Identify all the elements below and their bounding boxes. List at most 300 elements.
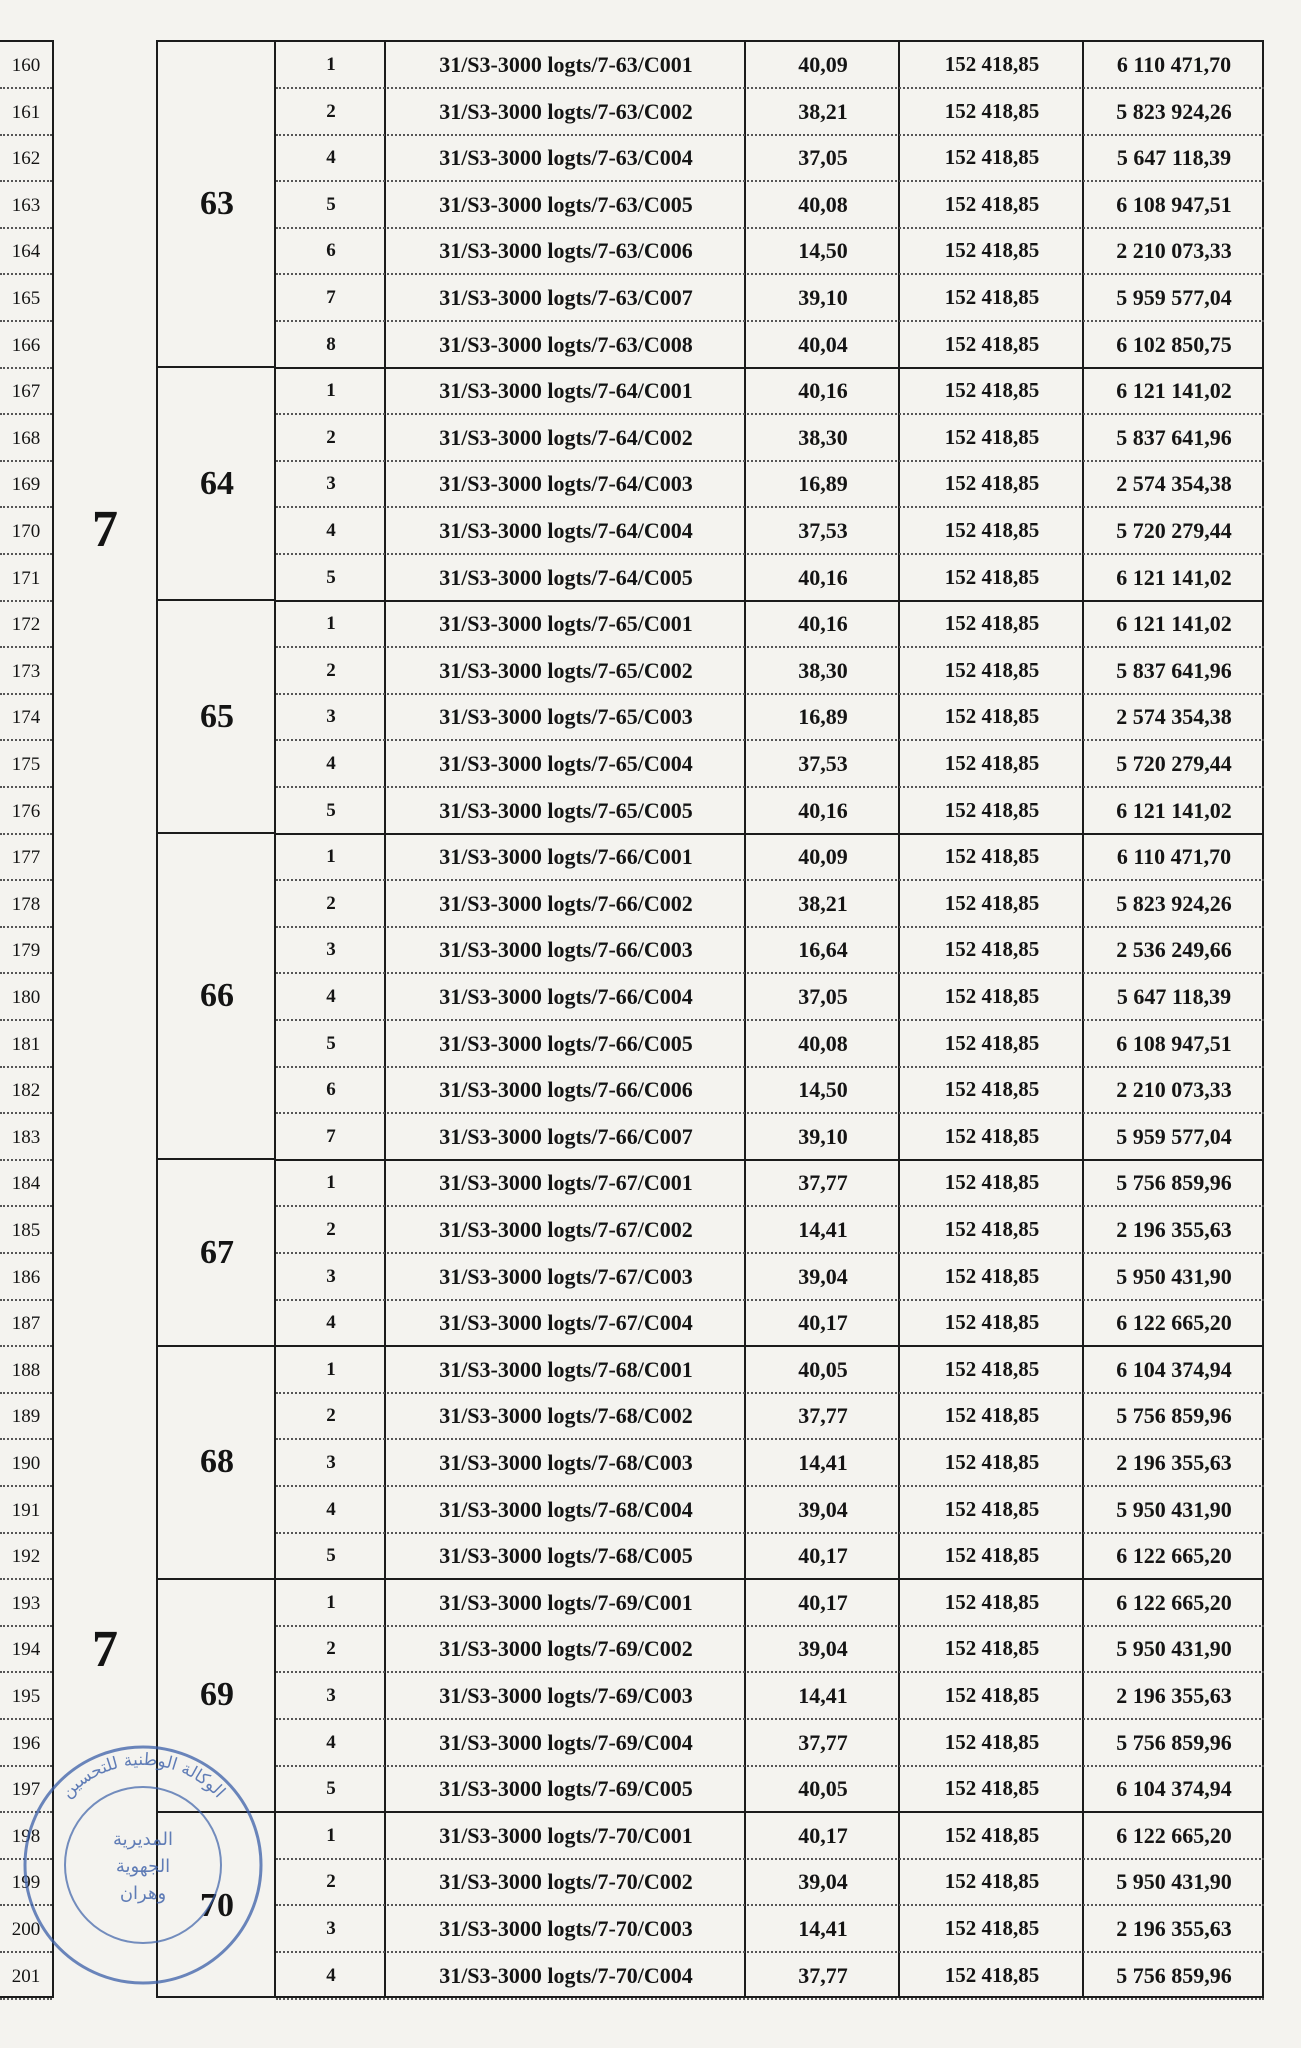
- block-group: [158, 601, 276, 834]
- table-row: [276, 182, 1264, 229]
- unit-number: 2: [326, 1405, 336, 1427]
- unit-area: 40,05: [798, 1356, 848, 1382]
- unit-total-price: 5 823 924,26: [1116, 890, 1232, 916]
- unit-number: 4: [326, 1498, 336, 1520]
- unit-price: 152 418,85: [944, 331, 1040, 356]
- unit-total-price: 5 837 641,96: [1116, 424, 1232, 450]
- table-row: [276, 275, 1264, 322]
- table-row: [276, 322, 1264, 369]
- table-row: [276, 1160, 1264, 1207]
- unit-reference: 31/S3-3000 logts/7-63/C008: [439, 331, 693, 357]
- unit-total-price: 6 108 947,51: [1116, 191, 1232, 217]
- unit-price: 152 418,85: [944, 1310, 1040, 1335]
- table-row: [276, 741, 1264, 788]
- unit-total-price: 6 104 374,94: [1116, 1776, 1232, 1802]
- unit-reference: 31/S3-3000 logts/7-69/C002: [439, 1636, 693, 1662]
- row-index-number: 172: [0, 601, 52, 648]
- row-index-number: 186: [0, 1254, 52, 1301]
- unit-total-price: 6 121 141,02: [1116, 564, 1232, 590]
- unit-area: 39,04: [798, 1496, 848, 1522]
- table-row: [276, 1347, 1264, 1394]
- unit-total-price: 6 104 374,94: [1116, 1356, 1232, 1382]
- unit-number: 5: [326, 566, 336, 588]
- unit-area: 40,16: [798, 564, 848, 590]
- unit-number: 2: [326, 426, 336, 448]
- unit-total-price: 5 756 859,96: [1116, 1403, 1232, 1429]
- unit-area: 39,04: [798, 1869, 848, 1895]
- unit-area: 38,21: [798, 98, 848, 124]
- unit-price: 152 418,85: [944, 704, 1040, 729]
- unit-total-price: 6 108 947,51: [1116, 1030, 1232, 1056]
- unit-price: 152 418,85: [944, 984, 1040, 1008]
- row-index-number: 173: [0, 648, 52, 695]
- unit-area: 38,21: [798, 890, 848, 916]
- unit-reference: 31/S3-3000 logts/7-64/C001: [439, 378, 693, 404]
- block-group: [158, 368, 276, 601]
- table-row: [276, 694, 1264, 741]
- unit-total-price: 6 110 471,70: [1116, 52, 1232, 77]
- section-label: 7: [92, 501, 118, 558]
- unit-number: 4: [326, 147, 336, 169]
- unit-reference: 31/S3-3000 logts/7-70/C002: [439, 1869, 693, 1895]
- row-index-number: 190: [0, 1440, 52, 1487]
- row-index-number: 168: [0, 415, 52, 462]
- row-index-number: 196: [0, 1720, 52, 1767]
- unit-number: 4: [326, 1964, 336, 1986]
- row-index-number: 169: [0, 461, 52, 508]
- block-group: [158, 42, 276, 368]
- unit-reference: 31/S3-3000 logts/7-65/C004: [439, 751, 693, 776]
- unit-total-price: 5 950 431,90: [1116, 1636, 1232, 1662]
- row-index-number: 164: [0, 228, 52, 275]
- unit-area: 37,77: [798, 1729, 848, 1755]
- unit-reference: 31/S3-3000 logts/7-67/C002: [439, 1217, 693, 1242]
- row-index-number: 191: [0, 1487, 52, 1534]
- row-index-number: 200: [0, 1906, 52, 1953]
- unit-total-price: 2 196 355,63: [1116, 1450, 1232, 1475]
- unit-number: 3: [326, 1452, 336, 1473]
- unit-area: 37,77: [798, 1403, 848, 1429]
- unit-price: 152 418,85: [944, 1543, 1040, 1568]
- unit-total-price: 2 196 355,63: [1116, 1916, 1232, 1941]
- row-index-number: 170: [0, 508, 52, 555]
- unit-total-price: 5 959 577,04: [1116, 285, 1232, 310]
- row-index-number: 198: [0, 1813, 52, 1860]
- unit-number: 2: [326, 100, 336, 122]
- stamp-center-text: وهران: [119, 1883, 167, 1904]
- row-index-number: 175: [0, 741, 52, 788]
- unit-reference: 31/S3-3000 logts/7-66/C001: [439, 844, 693, 870]
- unit-number: 2: [326, 1638, 336, 1660]
- unit-reference: 31/S3-3000 logts/7-63/C001: [439, 52, 693, 77]
- unit-number: 3: [326, 939, 336, 961]
- table-row: [276, 1487, 1264, 1534]
- row-index-number: 161: [0, 89, 52, 136]
- unit-number: 3: [326, 1685, 336, 1706]
- row-index-number: 163: [0, 182, 52, 229]
- unit-area: 40,09: [798, 844, 848, 870]
- unit-reference: 31/S3-3000 logts/7-64/C004: [439, 518, 693, 543]
- unit-area: 16,64: [798, 937, 848, 963]
- unit-total-price: 6 122 665,20: [1116, 1543, 1232, 1569]
- unit-area: 39,10: [798, 1123, 848, 1149]
- unit-price: 152 418,85: [944, 1403, 1040, 1428]
- unit-area: 37,53: [798, 751, 848, 776]
- stamp-center-text: المديرية: [113, 1829, 173, 1850]
- unit-total-price: 6 110 471,70: [1116, 844, 1232, 870]
- unit-number: 5: [326, 1778, 336, 1800]
- table-row: [276, 1859, 1264, 1906]
- unit-price: 152 418,85: [944, 564, 1040, 589]
- table-row: [276, 1300, 1264, 1347]
- unit-price: 152 418,85: [944, 471, 1040, 496]
- unit-total-price: 2 574 354,38: [1116, 471, 1232, 497]
- row-index-number: 201: [0, 1953, 52, 2000]
- table-row: [276, 1393, 1264, 1440]
- unit-number: 2: [326, 1871, 336, 1893]
- unit-area: 37,05: [798, 145, 848, 171]
- row-index-number: 160: [0, 42, 52, 89]
- unit-price: 152 418,85: [944, 1170, 1040, 1195]
- unit-price: 152 418,85: [944, 1962, 1040, 1987]
- row-index-number: 167: [0, 368, 52, 415]
- table-row: [276, 555, 1264, 602]
- block-number: 68: [200, 1443, 234, 1481]
- unit-area: 40,09: [798, 52, 848, 77]
- unit-price: 152 418,85: [944, 1123, 1040, 1148]
- unit-number: 5: [326, 1545, 336, 1567]
- row-index-number: 162: [0, 135, 52, 182]
- unit-reference: 31/S3-3000 logts/7-69/C004: [439, 1729, 693, 1755]
- unit-reference: 31/S3-3000 logts/7-70/C001: [439, 1822, 693, 1848]
- unit-area: 39,04: [798, 1636, 848, 1662]
- unit-reference: 31/S3-3000 logts/7-63/C002: [439, 98, 693, 124]
- block-group: [158, 1160, 276, 1346]
- stamp-center-text: الجهوية: [115, 1856, 171, 1877]
- unit-number: 1: [326, 1172, 336, 1194]
- unit-price: 152 418,85: [944, 1030, 1040, 1055]
- unit-price: 152 418,85: [944, 890, 1040, 915]
- table-row: [276, 974, 1264, 1021]
- unit-area: 40,17: [798, 1310, 848, 1336]
- unit-price: 152 418,85: [944, 1356, 1040, 1381]
- unit-area: 37,53: [798, 518, 848, 543]
- row-index-number: 176: [0, 788, 52, 835]
- block-group: [158, 834, 276, 1160]
- unit-total-price: 5 837 641,96: [1116, 657, 1232, 683]
- table-row: [276, 1067, 1264, 1114]
- table-row: [276, 1906, 1264, 1953]
- unit-reference: 31/S3-3000 logts/7-69/C001: [439, 1589, 693, 1615]
- unit-total-price: 5 950 431,90: [1116, 1496, 1232, 1522]
- row-index-number: 182: [0, 1067, 52, 1114]
- unit-area: 14,50: [798, 238, 848, 264]
- unit-price: 152 418,85: [944, 1916, 1040, 1940]
- row-index-number: 184: [0, 1160, 52, 1207]
- unit-reference: 31/S3-3000 logts/7-65/C002: [439, 657, 693, 683]
- block-number: 70: [200, 1886, 234, 1924]
- unit-price: 152 418,85: [944, 657, 1040, 682]
- unit-area: 14,50: [798, 1077, 848, 1103]
- unit-area: 40,08: [798, 191, 848, 217]
- unit-number: 5: [326, 799, 336, 821]
- unit-area: 40,04: [798, 331, 848, 357]
- unit-area: 40,17: [798, 1822, 848, 1848]
- row-index-number: 185: [0, 1207, 52, 1254]
- unit-number: 7: [326, 287, 336, 308]
- unit-total-price: 5 823 924,26: [1116, 98, 1232, 124]
- unit-number: 4: [326, 1312, 336, 1334]
- unit-total-price: 5 720 279,44: [1116, 518, 1232, 543]
- unit-reference: 31/S3-3000 logts/7-68/C003: [439, 1450, 693, 1475]
- unit-price: 152 418,85: [944, 1683, 1040, 1707]
- table-row: [276, 1953, 1264, 2000]
- unit-reference: 31/S3-3000 logts/7-64/C003: [439, 471, 693, 497]
- unit-price: 152 418,85: [944, 1263, 1040, 1288]
- unit-number: 8: [326, 333, 336, 355]
- unit-total-price: 5 756 859,96: [1116, 1170, 1232, 1196]
- unit-price: 152 418,85: [944, 238, 1040, 263]
- unit-total-price: 2 210 073,33: [1116, 1077, 1232, 1103]
- table-row: [276, 461, 1264, 508]
- table-row: [276, 228, 1264, 275]
- row-index-number: 188: [0, 1347, 52, 1394]
- unit-number: 1: [326, 380, 336, 402]
- block-number: 64: [200, 464, 234, 502]
- table-row: [276, 1766, 1264, 1813]
- unit-total-price: 5 720 279,44: [1116, 751, 1232, 776]
- unit-reference: 31/S3-3000 logts/7-66/C006: [439, 1077, 693, 1103]
- unit-price: 152 418,85: [944, 378, 1040, 403]
- row-index-number: 174: [0, 694, 52, 741]
- row-index-number: 180: [0, 974, 52, 1021]
- unit-price: 152 418,85: [944, 518, 1040, 542]
- block-number: 66: [200, 977, 234, 1015]
- block-number: 65: [200, 697, 234, 735]
- block-group: [158, 1580, 276, 1813]
- table-row: [276, 1207, 1264, 1254]
- row-index-column: [0, 40, 54, 1998]
- stamp-ring-text: الوكالة الوطنية للتحسين: [57, 1749, 229, 1803]
- unit-area: 40,16: [798, 797, 848, 823]
- unit-price: 152 418,85: [944, 1217, 1040, 1241]
- unit-reference: 31/S3-3000 logts/7-67/C003: [439, 1263, 693, 1289]
- block-group: [158, 1813, 276, 1999]
- unit-number: 3: [326, 1918, 336, 1939]
- unit-reference: 31/S3-3000 logts/7-63/C004: [439, 145, 693, 171]
- unit-reference: 31/S3-3000 logts/7-64/C002: [439, 424, 693, 450]
- unit-area: 40,16: [798, 611, 848, 637]
- unit-price: 152 418,85: [944, 98, 1040, 123]
- unit-total-price: 6 121 141,02: [1116, 378, 1232, 404]
- unit-number: 3: [326, 1265, 336, 1287]
- unit-area: 14,41: [798, 1916, 848, 1941]
- table-row: [276, 1580, 1264, 1627]
- unit-total-price: 6 102 850,75: [1116, 331, 1232, 357]
- row-index-number: 177: [0, 834, 52, 881]
- unit-reference: 31/S3-3000 logts/7-69/C003: [439, 1683, 693, 1708]
- unit-total-price: 2 574 354,38: [1116, 704, 1232, 730]
- unit-area: 39,10: [798, 285, 848, 310]
- table-row: [276, 601, 1264, 648]
- unit-price: 152 418,85: [944, 611, 1040, 636]
- block-number: 63: [200, 185, 234, 223]
- unit-price: 152 418,85: [944, 1496, 1040, 1521]
- unit-number: 4: [326, 753, 336, 774]
- unit-number: 4: [326, 986, 336, 1007]
- unit-price: 152 418,85: [944, 1776, 1040, 1801]
- unit-total-price: 5 647 118,39: [1116, 984, 1232, 1009]
- table-row: [276, 415, 1264, 462]
- row-index-number: 192: [0, 1533, 52, 1580]
- unit-area: 40,17: [798, 1543, 848, 1569]
- table-row: [276, 89, 1264, 136]
- unit-reference: 31/S3-3000 logts/7-66/C002: [439, 890, 693, 916]
- unit-total-price: 2 210 073,33: [1116, 238, 1232, 264]
- unit-area: 14,41: [798, 1217, 848, 1242]
- unit-number: 5: [326, 193, 336, 215]
- unit-reference: 31/S3-3000 logts/7-70/C003: [439, 1916, 693, 1941]
- unit-area: 37,05: [798, 984, 848, 1009]
- row-index-number: 199: [0, 1859, 52, 1906]
- table-row: [276, 508, 1264, 555]
- row-index-number: 179: [0, 927, 52, 974]
- unit-price: 152 418,85: [944, 285, 1040, 309]
- row-index-number: 189: [0, 1393, 52, 1440]
- unit-number: 4: [326, 520, 336, 541]
- unit-price: 152 418,85: [944, 1450, 1040, 1474]
- unit-price: 152 418,85: [944, 1729, 1040, 1754]
- unit-price: 152 418,85: [944, 1589, 1040, 1614]
- unit-number: 1: [326, 1358, 336, 1380]
- unit-reference: 31/S3-3000 logts/7-67/C001: [439, 1170, 693, 1196]
- table-row: [276, 1673, 1264, 1720]
- row-index-number: 187: [0, 1300, 52, 1347]
- unit-total-price: 5 950 431,90: [1116, 1869, 1232, 1895]
- row-index-number: 197: [0, 1766, 52, 1813]
- unit-number: 1: [326, 1591, 336, 1613]
- block-number: 67: [200, 1233, 234, 1271]
- unit-number: 1: [326, 54, 336, 75]
- unit-number: 1: [326, 613, 336, 635]
- unit-price: 152 418,85: [944, 191, 1040, 216]
- unit-area: 40,05: [798, 1776, 848, 1802]
- unit-reference: 31/S3-3000 logts/7-68/C005: [439, 1543, 693, 1569]
- unit-price: 152 418,85: [944, 1077, 1040, 1102]
- unit-number: 2: [326, 659, 336, 681]
- unit-total-price: 6 122 665,20: [1116, 1310, 1232, 1336]
- allocation-table: [156, 40, 1264, 1998]
- unit-area: 16,89: [798, 704, 848, 730]
- unit-area: 40,17: [798, 1589, 848, 1615]
- unit-number: 3: [326, 473, 336, 495]
- unit-area: 16,89: [798, 471, 848, 497]
- row-index-number: 195: [0, 1673, 52, 1720]
- section-label: 7: [92, 1621, 118, 1678]
- unit-number: 7: [326, 1125, 336, 1147]
- unit-price: 152 418,85: [944, 1869, 1040, 1894]
- row-index-number: 193: [0, 1580, 52, 1627]
- unit-total-price: 5 959 577,04: [1116, 1123, 1232, 1149]
- row-index-number: 194: [0, 1626, 52, 1673]
- unit-total-price: 6 121 141,02: [1116, 797, 1232, 823]
- row-index-number: 165: [0, 275, 52, 322]
- unit-reference: 31/S3-3000 logts/7-68/C002: [439, 1403, 693, 1429]
- unit-reference: 31/S3-3000 logts/7-67/C004: [439, 1310, 693, 1336]
- unit-reference: 31/S3-3000 logts/7-65/C005: [439, 797, 693, 823]
- unit-reference: 31/S3-3000 logts/7-68/C004: [439, 1496, 693, 1522]
- unit-reference: 31/S3-3000 logts/7-65/C003: [439, 704, 693, 730]
- row-index-number: 171: [0, 555, 52, 602]
- row-index-number: 183: [0, 1114, 52, 1161]
- unit-area: 40,08: [798, 1030, 848, 1056]
- unit-price: 152 418,85: [944, 424, 1040, 449]
- row-index-number: 178: [0, 881, 52, 928]
- unit-total-price: 5 756 859,96: [1116, 1962, 1232, 1988]
- unit-area: 39,04: [798, 1263, 848, 1289]
- row-index-number: 166: [0, 322, 52, 369]
- unit-reference: 31/S3-3000 logts/7-63/C005: [439, 191, 693, 217]
- unit-number: 5: [326, 1032, 336, 1054]
- unit-reference: 31/S3-3000 logts/7-66/C005: [439, 1030, 693, 1056]
- unit-number: 1: [326, 1824, 336, 1846]
- table-row: [276, 368, 1264, 415]
- unit-area: 14,41: [798, 1450, 848, 1475]
- row-index-number: 181: [0, 1021, 52, 1068]
- block-group: [158, 1347, 276, 1580]
- unit-price: 152 418,85: [944, 937, 1040, 962]
- unit-reference: 31/S3-3000 logts/7-63/C007: [439, 285, 693, 310]
- table-row: [276, 135, 1264, 182]
- table-row: [276, 42, 1264, 89]
- unit-number: 2: [326, 892, 336, 914]
- unit-total-price: 5 950 431,90: [1116, 1263, 1232, 1289]
- unit-price: 152 418,85: [944, 1636, 1040, 1661]
- unit-reference: 31/S3-3000 logts/7-68/C001: [439, 1356, 693, 1382]
- unit-area: 37,77: [798, 1170, 848, 1196]
- unit-price: 152 418,85: [944, 145, 1040, 170]
- unit-total-price: 6 122 665,20: [1116, 1589, 1232, 1615]
- table-row: [276, 927, 1264, 974]
- table-row: [276, 1813, 1264, 1860]
- unit-total-price: 2 196 355,63: [1116, 1683, 1232, 1708]
- unit-price: 152 418,85: [944, 797, 1040, 822]
- unit-total-price: 2 536 249,66: [1116, 937, 1232, 963]
- table-row: [276, 648, 1264, 695]
- unit-total-price: 2 196 355,63: [1116, 1217, 1232, 1242]
- unit-reference: 31/S3-3000 logts/7-65/C001: [439, 611, 693, 637]
- table-row: [276, 1720, 1264, 1767]
- unit-reference: 31/S3-3000 logts/7-66/C004: [439, 984, 693, 1009]
- unit-number: 6: [326, 1079, 336, 1101]
- table-row: [276, 834, 1264, 881]
- unit-reference: 31/S3-3000 logts/7-64/C005: [439, 564, 693, 590]
- unit-reference: 31/S3-3000 logts/7-66/C007: [439, 1123, 693, 1149]
- unit-area: 14,41: [798, 1683, 848, 1708]
- block-number: 69: [200, 1676, 234, 1714]
- table-row: [276, 881, 1264, 928]
- table-row: [276, 788, 1264, 835]
- unit-area: 37,77: [798, 1962, 848, 1988]
- unit-total-price: 5 756 859,96: [1116, 1729, 1232, 1755]
- table-row: [276, 1114, 1264, 1161]
- unit-total-price: 5 647 118,39: [1116, 145, 1232, 171]
- unit-reference: 31/S3-3000 logts/7-66/C003: [439, 937, 693, 963]
- unit-number: 6: [326, 240, 336, 262]
- unit-area: 38,30: [798, 657, 848, 683]
- unit-price: 152 418,85: [944, 52, 1040, 76]
- table-row: [276, 1254, 1264, 1301]
